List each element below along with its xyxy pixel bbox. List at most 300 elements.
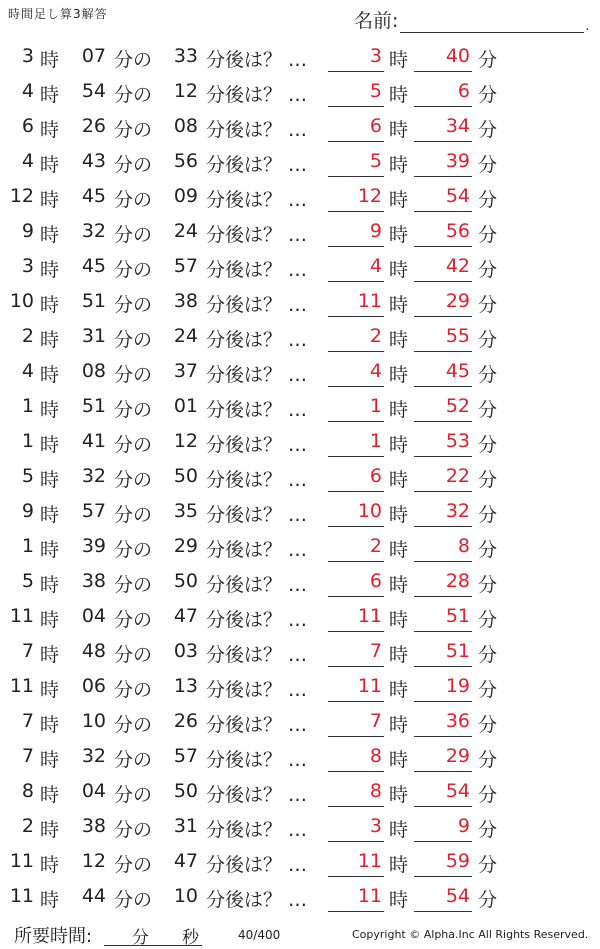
answer-minute: 34 <box>445 115 470 137</box>
added-minutes: 08 <box>173 115 198 137</box>
answer-hour-underline <box>328 246 384 247</box>
answer-hour-label: 時 <box>389 644 409 666</box>
start-minute: 48 <box>81 640 106 662</box>
answer-hour-label: 時 <box>389 364 409 386</box>
answer-hour-underline <box>328 106 384 107</box>
minutes-later-label: 分後は？ … <box>206 504 308 526</box>
answer-minute-underline <box>414 246 472 247</box>
worksheet-title: 時間足し算3解答 <box>8 7 108 21</box>
minutes-later-label: 分後は？ … <box>206 294 308 316</box>
minute-of-label: 分の <box>114 679 153 701</box>
answer-minute-label: 分 <box>478 154 498 176</box>
answer-hour-underline <box>328 876 384 877</box>
minute-of-label: 分の <box>114 189 153 211</box>
start-minute: 54 <box>81 80 106 102</box>
answer-minute-label: 分 <box>478 889 498 911</box>
problem-row <box>0 110 600 145</box>
answer-hour-label: 時 <box>389 714 409 736</box>
problem-row <box>0 705 600 740</box>
problem-row <box>0 810 600 845</box>
added-minutes: 47 <box>173 850 198 872</box>
hour-label: 時 <box>40 189 60 211</box>
answer-hour-underline <box>328 281 384 282</box>
hour-label: 時 <box>40 119 60 141</box>
hour-label: 時 <box>40 259 60 281</box>
problem-row <box>0 635 600 670</box>
answer-hour: 8 <box>369 780 382 802</box>
start-hour: 2 <box>21 815 34 837</box>
start-minute: 44 <box>81 885 106 907</box>
added-minutes: 50 <box>173 465 198 487</box>
problem-row <box>0 75 600 110</box>
answer-minute: 52 <box>445 395 470 417</box>
answer-hour: 10 <box>357 500 382 522</box>
second-unit: 秒 <box>182 928 199 948</box>
answer-hour: 12 <box>357 185 382 207</box>
minute-of-label: 分の <box>114 119 153 141</box>
start-hour: 2 <box>21 325 34 347</box>
answer-hour-label: 時 <box>389 784 409 806</box>
start-minute: 41 <box>81 430 106 452</box>
added-minutes: 01 <box>173 395 198 417</box>
answer-minute-underline <box>414 631 472 632</box>
start-minute: 51 <box>81 290 106 312</box>
start-hour: 12 <box>9 185 34 207</box>
minute-of-label: 分の <box>114 504 153 526</box>
answer-minute-label: 分 <box>478 574 498 596</box>
answer-minute-label: 分 <box>478 644 498 666</box>
added-minutes: 13 <box>173 675 198 697</box>
start-minute: 04 <box>81 780 106 802</box>
answer-minute: 36 <box>445 710 470 732</box>
added-minutes: 50 <box>173 780 198 802</box>
start-hour: 11 <box>9 850 34 872</box>
answer-minute: 56 <box>445 220 470 242</box>
answer-minute-label: 分 <box>478 469 498 491</box>
start-hour: 1 <box>21 535 34 557</box>
problem-row <box>0 425 600 460</box>
added-minutes: 35 <box>173 500 198 522</box>
minute-of-label: 分の <box>114 854 153 876</box>
answer-hour-underline <box>328 71 384 72</box>
minutes-later-label: 分後は？ … <box>206 644 308 666</box>
hour-label: 時 <box>40 574 60 596</box>
hour-label: 時 <box>40 504 60 526</box>
answer-minute-underline <box>414 351 472 352</box>
answer-hour: 11 <box>357 290 382 312</box>
answer-hour: 11 <box>357 885 382 907</box>
minute-of-label: 分の <box>114 749 153 771</box>
minutes-later-label: 分後は？ … <box>206 364 308 386</box>
name-input-line[interactable] <box>400 12 584 33</box>
problem-row <box>0 530 600 565</box>
minute-of-label: 分の <box>114 224 153 246</box>
answer-minute-underline <box>414 736 472 737</box>
minutes-later-label: 分後は？ … <box>206 819 308 841</box>
start-hour: 7 <box>21 710 34 732</box>
minute-of-label: 分の <box>114 84 153 106</box>
answer-minute-underline <box>414 71 472 72</box>
answer-minute: 51 <box>445 640 470 662</box>
hour-label: 時 <box>40 854 60 876</box>
answer-minute-underline <box>414 841 472 842</box>
minute-of-label: 分の <box>114 889 153 911</box>
answer-hour-underline <box>328 176 384 177</box>
start-hour: 11 <box>9 885 34 907</box>
start-hour: 11 <box>9 675 34 697</box>
hour-label: 時 <box>40 49 60 71</box>
problem-row <box>0 250 600 285</box>
minutes-later-label: 分後は？ … <box>206 574 308 596</box>
minutes-later-label: 分後は？ … <box>206 434 308 456</box>
answer-minute-label: 分 <box>478 84 498 106</box>
answer-hour-underline <box>328 421 384 422</box>
answer-hour-label: 時 <box>389 504 409 526</box>
minute-of-label: 分の <box>114 609 153 631</box>
minute-of-label: 分の <box>114 154 153 176</box>
answer-hour: 5 <box>369 150 382 172</box>
hour-label: 時 <box>40 84 60 106</box>
start-minute: 38 <box>81 570 106 592</box>
answer-minute-underline <box>414 806 472 807</box>
minutes-later-label: 分後は？ … <box>206 784 308 806</box>
answer-minute: 54 <box>445 780 470 802</box>
answer-hour: 1 <box>369 395 382 417</box>
minute-of-label: 分の <box>114 329 153 351</box>
answer-minute: 19 <box>445 675 470 697</box>
answer-minute-label: 分 <box>478 259 498 281</box>
problem-row <box>0 40 600 75</box>
answer-hour: 4 <box>369 255 382 277</box>
start-minute: 51 <box>81 395 106 417</box>
start-minute: 45 <box>81 185 106 207</box>
start-minute: 26 <box>81 115 106 137</box>
added-minutes: 09 <box>173 185 198 207</box>
answer-minute-label: 分 <box>478 434 498 456</box>
minute-of-label: 分の <box>114 364 153 386</box>
hour-label: 時 <box>40 294 60 316</box>
answer-hour-label: 時 <box>389 259 409 281</box>
answer-minute: 29 <box>445 745 470 767</box>
hour-label: 時 <box>40 609 60 631</box>
start-hour: 8 <box>21 780 34 802</box>
answer-hour-label: 時 <box>389 294 409 316</box>
name-end-mark: . <box>585 19 590 33</box>
answer-hour: 3 <box>369 815 382 837</box>
copyright-text: Copyright © Alpha.Inc All Rights Reserved. <box>352 928 589 941</box>
answer-hour-underline <box>328 316 384 317</box>
time-taken-label: 所要時間: <box>14 926 93 947</box>
answer-minute-label: 分 <box>478 294 498 316</box>
answer-minute-underline <box>414 176 472 177</box>
start-minute: 04 <box>81 605 106 627</box>
problem-row <box>0 355 600 390</box>
start-hour: 9 <box>21 220 34 242</box>
answer-minute-label: 分 <box>478 749 498 771</box>
answer-hour: 6 <box>369 115 382 137</box>
added-minutes: 47 <box>173 605 198 627</box>
added-minutes: 37 <box>173 360 198 382</box>
hour-label: 時 <box>40 889 60 911</box>
answer-minute: 29 <box>445 290 470 312</box>
minutes-later-label: 分後は？ … <box>206 714 308 736</box>
added-minutes: 33 <box>173 45 198 67</box>
minute-of-label: 分の <box>114 49 153 71</box>
answer-hour-underline <box>328 491 384 492</box>
start-hour: 1 <box>21 395 34 417</box>
answer-minute: 54 <box>445 185 470 207</box>
answer-hour-label: 時 <box>389 189 409 211</box>
start-hour: 4 <box>21 80 34 102</box>
answer-hour-label: 時 <box>389 819 409 841</box>
answer-minute-underline <box>414 771 472 772</box>
answer-minute: 6 <box>457 80 470 102</box>
minutes-later-label: 分後は？ … <box>206 609 308 631</box>
added-minutes: 03 <box>173 640 198 662</box>
minute-of-label: 分の <box>114 714 153 736</box>
answer-minute: 39 <box>445 150 470 172</box>
problem-row <box>0 285 600 320</box>
start-minute: 07 <box>81 45 106 67</box>
added-minutes: 26 <box>173 710 198 732</box>
answer-minute: 54 <box>445 885 470 907</box>
added-minutes: 12 <box>173 80 198 102</box>
answer-hour-underline <box>328 526 384 527</box>
answer-hour-label: 時 <box>389 329 409 351</box>
start-minute: 38 <box>81 815 106 837</box>
time-taken-field[interactable] <box>104 921 202 946</box>
answer-minute-label: 分 <box>478 854 498 876</box>
answer-minute: 59 <box>445 850 470 872</box>
start-minute: 32 <box>81 220 106 242</box>
hour-label: 時 <box>40 329 60 351</box>
answer-hour: 6 <box>369 465 382 487</box>
answer-hour-underline <box>328 631 384 632</box>
answer-hour-label: 時 <box>389 749 409 771</box>
minute-of-label: 分の <box>114 294 153 316</box>
answer-minute-label: 分 <box>478 679 498 701</box>
answer-minute-underline <box>414 666 472 667</box>
page-count: 40/400 <box>238 928 281 942</box>
hour-label: 時 <box>40 644 60 666</box>
start-hour: 10 <box>9 290 34 312</box>
minutes-later-label: 分後は？ … <box>206 679 308 701</box>
answer-minute-label: 分 <box>478 329 498 351</box>
start-minute: 06 <box>81 675 106 697</box>
minute-of-label: 分の <box>114 574 153 596</box>
problem-row <box>0 670 600 705</box>
answer-minute-underline <box>414 911 472 912</box>
problem-row <box>0 845 600 880</box>
minutes-later-label: 分後は？ … <box>206 259 308 281</box>
start-hour: 3 <box>21 255 34 277</box>
minutes-later-label: 分後は？ … <box>206 329 308 351</box>
answer-minute-underline <box>414 316 472 317</box>
problem-row <box>0 215 600 250</box>
start-hour: 4 <box>21 150 34 172</box>
answer-minute-label: 分 <box>478 784 498 806</box>
added-minutes: 38 <box>173 290 198 312</box>
footer <box>0 918 600 949</box>
answer-hour-underline <box>328 561 384 562</box>
answer-minute: 40 <box>445 45 470 67</box>
minute-of-label: 分の <box>114 259 153 281</box>
hour-label: 時 <box>40 469 60 491</box>
hour-label: 時 <box>40 749 60 771</box>
minutes-later-label: 分後は？ … <box>206 469 308 491</box>
answer-minute-label: 分 <box>478 119 498 141</box>
answer-minute-label: 分 <box>478 189 498 211</box>
answer-minute: 8 <box>457 535 470 557</box>
answer-minute: 22 <box>445 465 470 487</box>
hour-label: 時 <box>40 714 60 736</box>
answer-hour-label: 時 <box>389 539 409 561</box>
name-field <box>354 6 589 33</box>
answer-hour: 3 <box>369 45 382 67</box>
answer-minute-underline <box>414 141 472 142</box>
minutes-later-label: 分後は？ … <box>206 49 308 71</box>
minute-of-label: 分の <box>114 644 153 666</box>
answer-minute-underline <box>414 421 472 422</box>
start-minute: 45 <box>81 255 106 277</box>
answer-minute-underline <box>414 596 472 597</box>
start-hour: 1 <box>21 430 34 452</box>
answer-hour-underline <box>328 456 384 457</box>
answer-hour: 2 <box>369 325 382 347</box>
answer-hour-label: 時 <box>389 574 409 596</box>
answer-hour-underline <box>328 701 384 702</box>
minutes-later-label: 分後は？ … <box>206 224 308 246</box>
minute-of-label: 分の <box>114 539 153 561</box>
answer-minute-label: 分 <box>478 819 498 841</box>
answer-minute: 28 <box>445 570 470 592</box>
minutes-later-label: 分後は？ … <box>206 119 308 141</box>
minutes-later-label: 分後は？ … <box>206 189 308 211</box>
answer-minute-label: 分 <box>478 714 498 736</box>
start-hour: 11 <box>9 605 34 627</box>
answer-minute-underline <box>414 526 472 527</box>
minute-of-label: 分の <box>114 399 153 421</box>
answer-hour: 8 <box>369 745 382 767</box>
answer-minute-label: 分 <box>478 609 498 631</box>
answer-minute-label: 分 <box>478 539 498 561</box>
start-hour: 4 <box>21 360 34 382</box>
problem-row <box>0 145 600 180</box>
start-minute: 39 <box>81 535 106 557</box>
answer-hour-underline <box>328 911 384 912</box>
answer-minute: 32 <box>445 500 470 522</box>
answer-minute-label: 分 <box>478 364 498 386</box>
answer-hour-label: 時 <box>389 224 409 246</box>
answer-hour: 9 <box>369 220 382 242</box>
added-minutes: 24 <box>173 325 198 347</box>
answer-hour: 11 <box>357 675 382 697</box>
answer-hour: 6 <box>369 570 382 592</box>
answer-hour-underline <box>328 736 384 737</box>
start-minute: 43 <box>81 150 106 172</box>
answer-hour: 5 <box>369 80 382 102</box>
answer-hour: 1 <box>369 430 382 452</box>
minute-of-label: 分の <box>114 434 153 456</box>
problem-row <box>0 775 600 810</box>
added-minutes: 31 <box>173 815 198 837</box>
answer-hour: 11 <box>357 605 382 627</box>
minutes-later-label: 分後は？ … <box>206 539 308 561</box>
start-minute: 31 <box>81 325 106 347</box>
answer-hour-underline <box>328 211 384 212</box>
added-minutes: 29 <box>173 535 198 557</box>
answer-hour-label: 時 <box>389 49 409 71</box>
start-hour: 9 <box>21 500 34 522</box>
answer-minute-underline <box>414 701 472 702</box>
hour-label: 時 <box>40 154 60 176</box>
minutes-later-label: 分後は？ … <box>206 854 308 876</box>
added-minutes: 50 <box>173 570 198 592</box>
problem-row <box>0 740 600 775</box>
added-minutes: 57 <box>173 745 198 767</box>
answer-hour-underline <box>328 141 384 142</box>
answer-minute: 9 <box>457 815 470 837</box>
start-hour: 5 <box>21 570 34 592</box>
answer-minute-label: 分 <box>478 504 498 526</box>
answer-minute-underline <box>414 386 472 387</box>
answer-minute-underline <box>414 211 472 212</box>
minutes-later-label: 分後は？ … <box>206 84 308 106</box>
answer-hour-underline <box>328 351 384 352</box>
answer-minute-underline <box>414 561 472 562</box>
minutes-later-label: 分後は？ … <box>206 154 308 176</box>
minutes-later-label: 分後は？ … <box>206 889 308 911</box>
minute-of-label: 分の <box>114 784 153 806</box>
problem-row <box>0 495 600 530</box>
added-minutes: 12 <box>173 430 198 452</box>
answer-hour-label: 時 <box>389 154 409 176</box>
problem-list <box>0 40 600 915</box>
answer-minute: 45 <box>445 360 470 382</box>
hour-label: 時 <box>40 399 60 421</box>
answer-hour: 11 <box>357 850 382 872</box>
added-minutes: 56 <box>173 150 198 172</box>
answer-minute-label: 分 <box>478 49 498 71</box>
answer-hour-underline <box>328 841 384 842</box>
answer-hour: 7 <box>369 640 382 662</box>
start-minute: 32 <box>81 465 106 487</box>
answer-hour-label: 時 <box>389 889 409 911</box>
problem-row <box>0 880 600 915</box>
answer-minute-label: 分 <box>478 399 498 421</box>
answer-hour-underline <box>328 806 384 807</box>
answer-minute-underline <box>414 491 472 492</box>
answer-hour-label: 時 <box>389 679 409 701</box>
answer-hour-label: 時 <box>389 119 409 141</box>
added-minutes: 57 <box>173 255 198 277</box>
problem-row <box>0 600 600 635</box>
start-hour: 7 <box>21 745 34 767</box>
hour-label: 時 <box>40 224 60 246</box>
start-minute: 08 <box>81 360 106 382</box>
minute-unit: 分 <box>132 928 149 948</box>
minutes-later-label: 分後は？ … <box>206 399 308 421</box>
start-minute: 12 <box>81 850 106 872</box>
answer-hour-label: 時 <box>389 84 409 106</box>
answer-minute-underline <box>414 106 472 107</box>
added-minutes: 10 <box>173 885 198 907</box>
answer-hour-label: 時 <box>389 434 409 456</box>
answer-minute-underline <box>414 876 472 877</box>
problem-row <box>0 390 600 425</box>
answer-minute: 42 <box>445 255 470 277</box>
start-hour: 3 <box>21 45 34 67</box>
